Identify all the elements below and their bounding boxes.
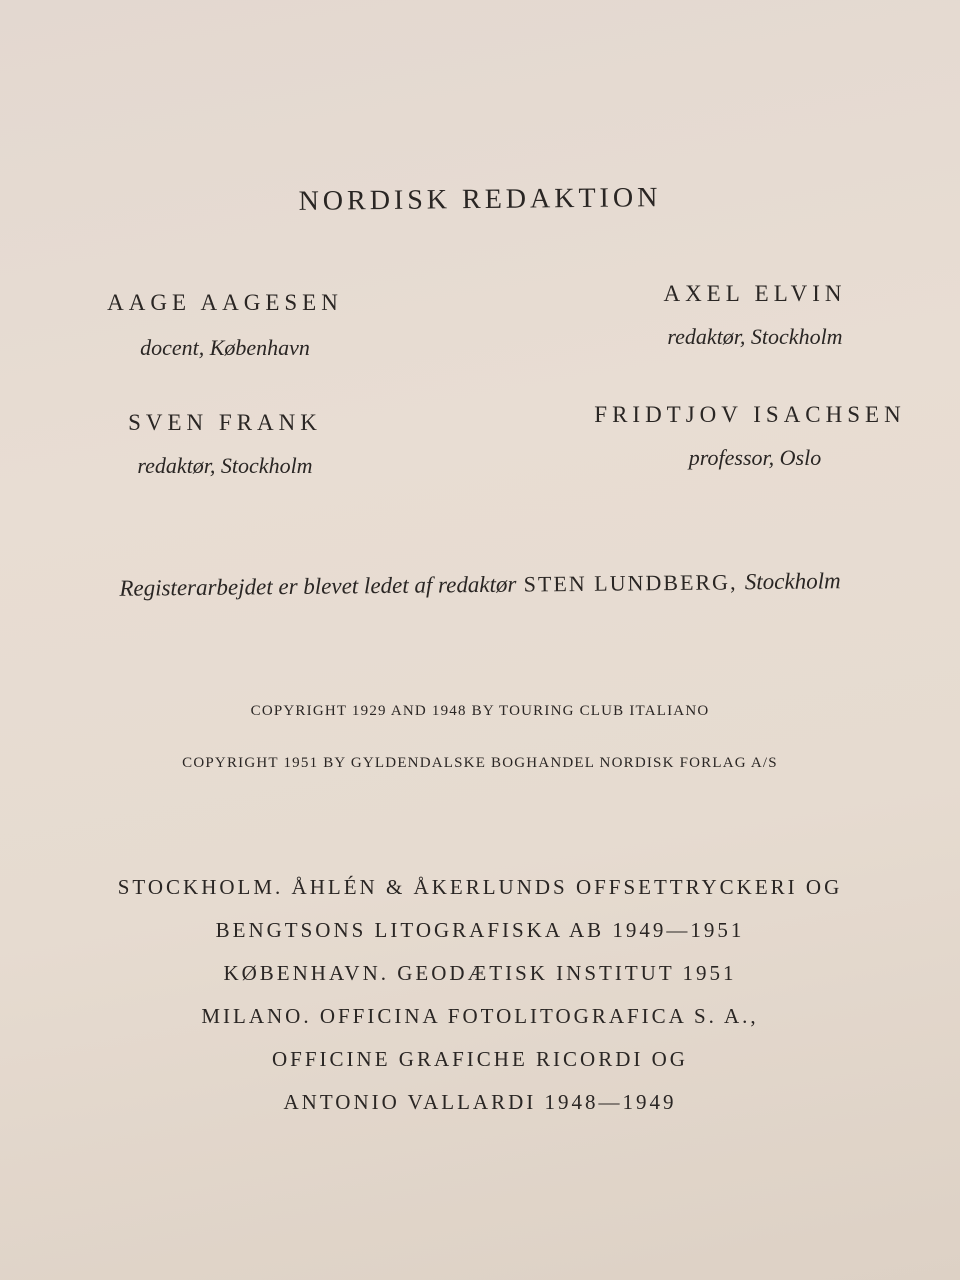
editor-role-frank: redaktør, Stockholm bbox=[137, 453, 313, 478]
editor-name-frank: SVEN FRANK bbox=[128, 410, 322, 435]
editor-role-isachsen: professor, Oslo bbox=[688, 445, 822, 470]
editor-name-elvin: AXEL ELVIN bbox=[663, 281, 847, 306]
printer-line-4: MILANO. OFFICINA FOTOLITOGRAFICA S. A., bbox=[201, 1004, 759, 1028]
register-note-prefix: Registerarbejdet er blevet ledet af redaktør bbox=[119, 571, 517, 601]
printer-line-2: BENGTSONS LITOGRAFISKA AB 1949—1951 bbox=[215, 918, 745, 942]
page-title: NORDISK REDAKTION bbox=[298, 182, 662, 217]
editor-role-elvin: redaktør, Stockholm bbox=[667, 324, 843, 349]
editor-name-isachsen: FRIDTJOV ISACHSEN bbox=[594, 402, 906, 427]
editor-name-aagesen: AAGE AAGESEN bbox=[107, 290, 343, 315]
register-note-name bbox=[524, 569, 738, 596]
copyright-line-2: COPYRIGHT 1951 BY GYLDENDALSKE BOGHANDEL NORDISK FORLAG A/S bbox=[182, 755, 778, 771]
printer-line-1: STOCKHOLM. ÅHLÉN & ÅKERLUNDS OFFSETTRYCKERI OG bbox=[117, 875, 843, 899]
register-note-place: Stockholm bbox=[744, 568, 841, 595]
register-note bbox=[0, 567, 960, 603]
register-note-name-last: LUNDBERG, bbox=[594, 569, 738, 596]
editor-role-aagesen: docent, København bbox=[140, 335, 310, 360]
printer-line-6: ANTONIO VALLARDI 1948—1949 bbox=[283, 1090, 677, 1114]
printer-line-5: OFFICINE GRAFICHE RICORDI OG bbox=[272, 1047, 688, 1071]
register-note-name-first: STEN bbox=[523, 570, 587, 597]
copyright-line-1: COPYRIGHT 1929 AND 1948 BY TOURING CLUB ITALIANO bbox=[250, 703, 710, 719]
printer-line-3: KØBENHAVN. GEODÆTISK INSTITUT 1951 bbox=[223, 961, 737, 985]
